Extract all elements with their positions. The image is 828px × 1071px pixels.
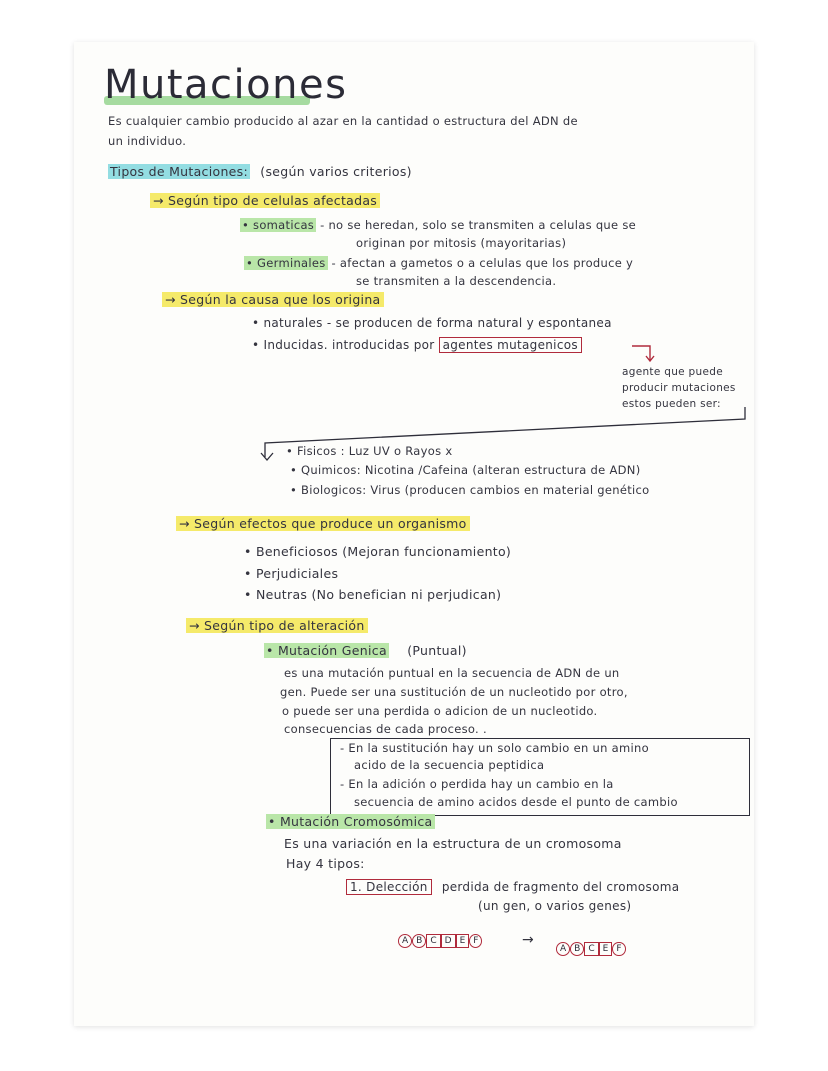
- types-header: [108, 164, 412, 179]
- inducidas-item: • Inducidas. introducidas por agentes mutagenicos: [252, 338, 582, 352]
- types-header-note: (según varios criterios): [260, 164, 412, 179]
- genica-note: (Puntual): [407, 643, 467, 658]
- side-note-1: agente que puede: [622, 366, 723, 378]
- germinales-text-2: se transmiten a la descendencia.: [356, 274, 557, 288]
- transform-arrow-icon: →: [522, 932, 534, 948]
- agent-quimicos: • Quimicos: Nicotina /Cafeina (alteran estructura de ADN): [290, 463, 641, 477]
- germinales-text-1: - afectan a gametos o a celulas que los produce y: [331, 256, 634, 270]
- genica-text-2: gen. Puede ser una sustitución de un nucleotido por otro,: [280, 685, 628, 699]
- chromosome-before: [398, 934, 482, 948]
- genica-text-4: consecuencias de cada proceso. .: [284, 722, 487, 736]
- gene-bead: E: [456, 934, 470, 948]
- effect-perjudiciales: • Perjudiciales: [244, 566, 339, 581]
- cromosomica-text-1: Es una variación en la estructura de un cromosoma: [284, 836, 622, 851]
- effect-neutras: • Neutras (No benefician ni perjudican): [244, 587, 502, 602]
- definition-line-2: un individuo.: [108, 134, 187, 148]
- section-cause-heading: → Según la causa que los origina: [162, 292, 384, 307]
- deleccion-text-1: perdida de fragmento del cromosoma: [441, 880, 680, 894]
- chromosome-after: [556, 942, 626, 956]
- section-alteration-heading: → Según tipo de alteración: [186, 618, 368, 633]
- section-effects-heading: → Según efectos que produce un organismo: [176, 516, 470, 531]
- gene-bead: D: [441, 934, 456, 948]
- consequence-2b: secuencia de amino acidos desde el punto de cambio: [354, 795, 678, 809]
- gene-bead: C: [584, 942, 598, 956]
- deleccion-row: [346, 880, 679, 894]
- naturales-item: • naturales - se producen de forma natural y espontanea: [252, 316, 612, 330]
- gene-bead: A: [398, 934, 412, 948]
- somaticas-row: [240, 218, 636, 232]
- germinales-label: • Germinales: [246, 256, 326, 270]
- deleccion-box: 1. Delección: [346, 879, 432, 895]
- side-note-2: producir mutaciones: [622, 382, 736, 394]
- somaticas-text-2: originan por mitosis (mayoritarias): [356, 236, 567, 250]
- somaticas-label: • somaticas: [242, 218, 315, 232]
- types-header-label: Tipos de Mutaciones:: [110, 164, 248, 179]
- section-cell-type-heading: → Según tipo de celulas afectadas: [150, 193, 380, 208]
- agent-biologicos: • Biologicos: Virus (producen cambios en material genético: [290, 483, 650, 497]
- effect-beneficiosos: • Beneficiosos (Mejoran funcionamiento): [244, 544, 512, 559]
- genica-row: [264, 643, 467, 658]
- side-note-3: estos pueden ser:: [622, 398, 721, 410]
- gene-bead: A: [556, 942, 570, 956]
- cromosomica-text-2: Hay 4 tipos:: [286, 856, 365, 871]
- cromosomica-row: [266, 814, 435, 829]
- gene-bead: F: [612, 942, 625, 956]
- consequence-1a: - En la sustitución hay un solo cambio en un amino: [340, 741, 649, 755]
- consequence-2a: - En la adición o perdida hay un cambio en la: [340, 777, 614, 791]
- gene-bead: E: [599, 942, 613, 956]
- agent-fisicos: • Fisicos : Luz UV o Rayos x: [286, 444, 453, 458]
- genica-text-3: o puede ser una perdida o adicion de un nucleotido.: [282, 704, 598, 718]
- gene-bead: B: [412, 934, 426, 948]
- agentes-mutagenicos-box: agentes mutagenicos: [439, 337, 582, 353]
- connector-arrow-icon: [630, 340, 660, 364]
- gene-bead: B: [570, 942, 584, 956]
- genica-text-1: es una mutación puntual en la secuencia de ADN de un: [284, 666, 620, 680]
- germinales-row: [244, 256, 633, 270]
- deleccion-text-2: (un gen, o varios genes): [478, 899, 632, 913]
- definition-line-1: Es cualquier cambio producido al azar en la cantidad o estructura del ADN de: [108, 114, 578, 128]
- gene-bead: C: [426, 934, 440, 948]
- gene-bead: F: [469, 934, 482, 948]
- somaticas-text-1: - no se heredan, solo se transmiten a celulas que se: [320, 218, 637, 232]
- cromosomica-label: • Mutación Cromosómica: [268, 814, 433, 829]
- page-title: Mutaciones: [104, 62, 348, 108]
- genica-label: • Mutación Genica: [266, 643, 387, 658]
- consequence-1b: acido de la secuencia peptidica: [354, 758, 545, 772]
